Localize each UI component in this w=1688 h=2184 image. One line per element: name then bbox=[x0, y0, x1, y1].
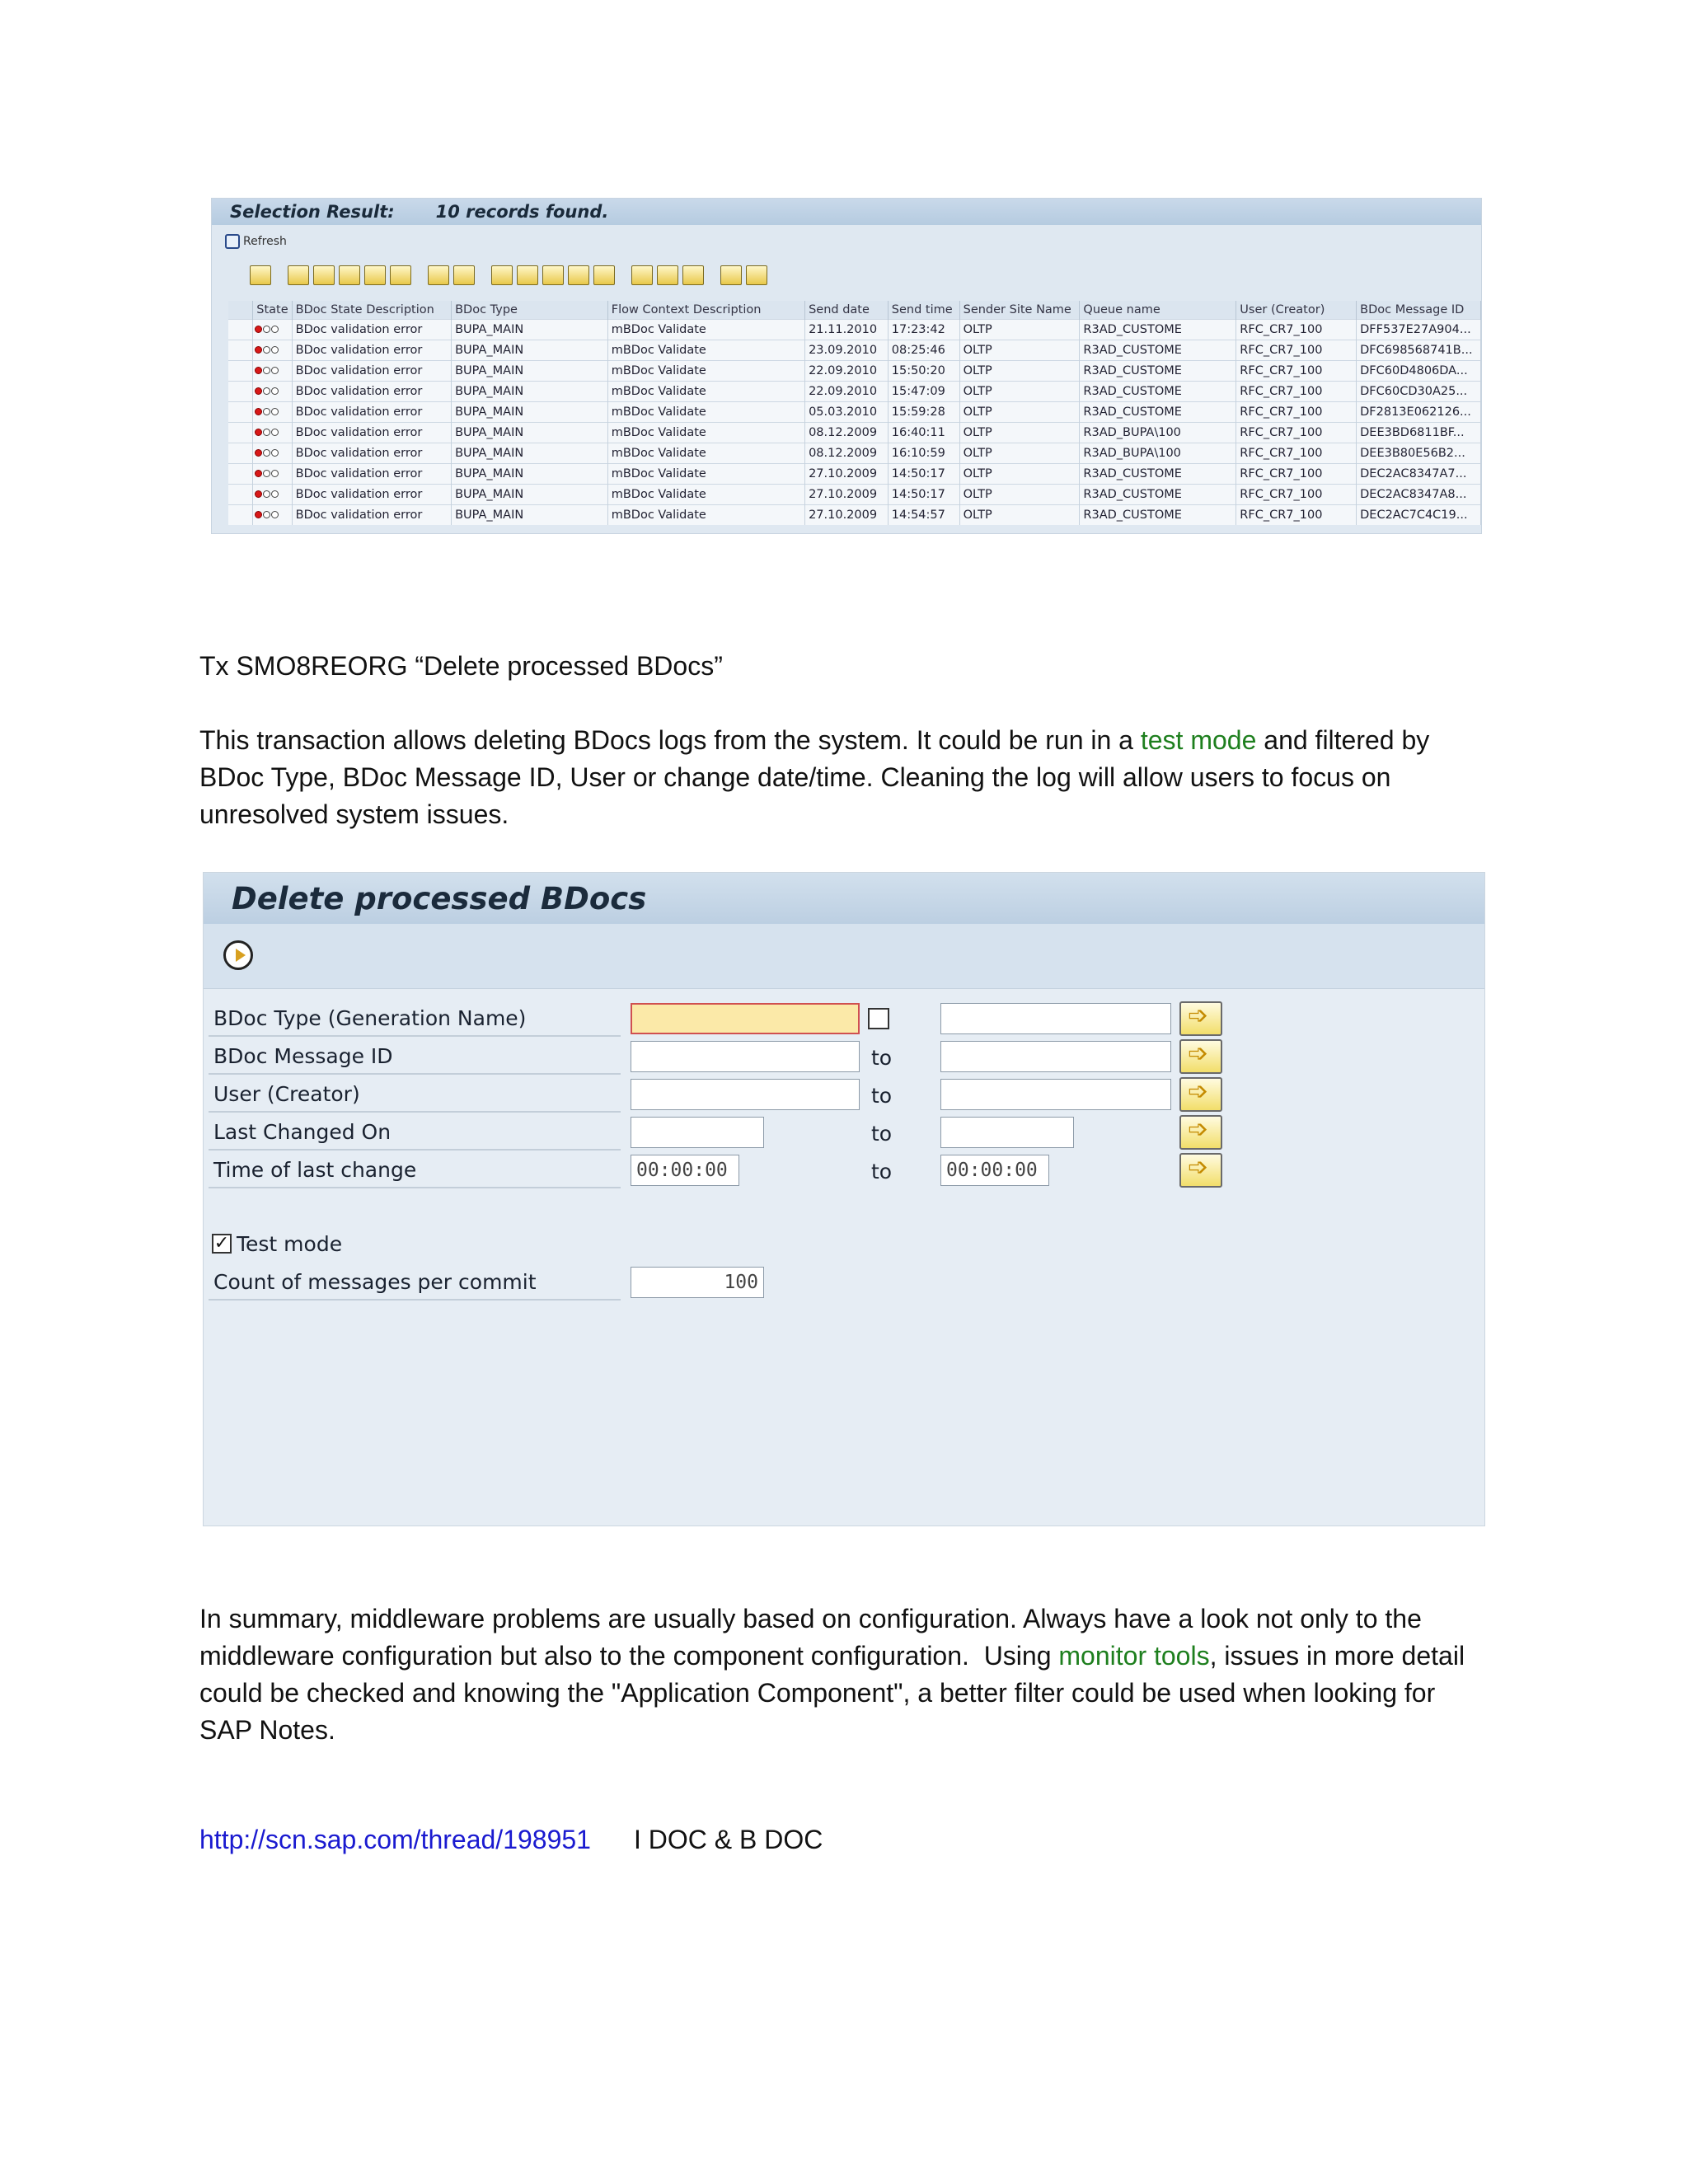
column-header[interactable]: Queue name bbox=[1080, 301, 1236, 320]
refresh-icon bbox=[225, 234, 240, 249]
table-cell: DFF537E27A904... bbox=[1357, 320, 1481, 340]
export-icon[interactable] bbox=[453, 265, 475, 285]
user-to-input[interactable] bbox=[940, 1079, 1171, 1110]
refresh-button[interactable] bbox=[212, 225, 1481, 258]
table-cell: OLTP bbox=[959, 340, 1080, 361]
last-changed-to-input[interactable] bbox=[940, 1117, 1074, 1148]
table-cell: mBDoc Validate bbox=[607, 340, 804, 361]
table-row[interactable] bbox=[228, 402, 1481, 423]
table-cell: BDoc validation error bbox=[292, 340, 451, 361]
table-cell: R3AD_CUSTOME bbox=[1080, 361, 1236, 382]
table-cell: BUPA_MAIN bbox=[452, 402, 608, 423]
print-preview-icon[interactable] bbox=[428, 265, 449, 285]
table-cell: BDoc validation error bbox=[292, 320, 451, 340]
table-cell: mBDoc Validate bbox=[607, 423, 804, 443]
to-label: to bbox=[871, 1046, 893, 1070]
last-changed-more-button[interactable] bbox=[1179, 1115, 1222, 1150]
status-lamp-icon bbox=[253, 340, 292, 361]
table-cell: OLTP bbox=[959, 382, 1080, 402]
table-cell: 08:25:46 bbox=[888, 340, 959, 361]
table-cell: mBDoc Validate bbox=[607, 361, 804, 382]
table-row[interactable] bbox=[228, 464, 1481, 485]
count-input[interactable]: 100 bbox=[631, 1267, 764, 1298]
row-selector[interactable] bbox=[228, 505, 253, 526]
table-cell: BDoc validation error bbox=[292, 443, 451, 464]
table-cell: DEE3B80E56B2... bbox=[1357, 443, 1481, 464]
document-icon[interactable] bbox=[517, 265, 538, 285]
test-mode-link[interactable]: test mode bbox=[1140, 725, 1257, 755]
status-lamp-icon bbox=[253, 464, 292, 485]
row-selector[interactable] bbox=[228, 464, 253, 485]
table-cell: OLTP bbox=[959, 320, 1080, 340]
status-lamp-icon bbox=[253, 382, 292, 402]
table-header-row bbox=[228, 301, 1481, 320]
table-cell: DEC2AC8347A8... bbox=[1357, 485, 1481, 505]
table-cell: R3AD_CUSTOME bbox=[1080, 485, 1236, 505]
table-cell: DFC60D4806DA... bbox=[1357, 361, 1481, 382]
time-more-button[interactable] bbox=[1179, 1153, 1222, 1188]
row-selector[interactable] bbox=[228, 485, 253, 505]
time-from-input[interactable]: 00:00:00 bbox=[631, 1155, 739, 1186]
table-cell: BUPA_MAIN bbox=[452, 443, 608, 464]
table-cell: RFC_CR7_100 bbox=[1236, 443, 1357, 464]
table-cell: RFC_CR7_100 bbox=[1236, 402, 1357, 423]
row-selector[interactable] bbox=[228, 402, 253, 423]
to-label: to bbox=[871, 1122, 893, 1146]
table-cell: 16:10:59 bbox=[888, 443, 959, 464]
bdoc-type-to-input[interactable] bbox=[940, 1003, 1171, 1034]
settings-icon[interactable] bbox=[682, 265, 704, 285]
selection-result-screenshot bbox=[211, 198, 1482, 534]
paragraph-text: and filtered by BDoc Type, BDoc Message ID, User or change date/time. Cleaning the log will allow users to focus on unresolved system issues. bbox=[199, 725, 1430, 829]
bdoc-type-from-input[interactable] bbox=[631, 1003, 860, 1034]
time-change-label: Time of last change bbox=[213, 1158, 417, 1182]
table-cell: BUPA_MAIN bbox=[452, 382, 608, 402]
column-header[interactable]: BDoc State Description bbox=[292, 301, 451, 320]
column-header[interactable]: Sender Site Name bbox=[959, 301, 1080, 320]
table-cell: R3AD_CUSTOME bbox=[1080, 464, 1236, 485]
table-row[interactable] bbox=[228, 320, 1481, 340]
test-mode-label: Test mode bbox=[237, 1232, 343, 1256]
row-selector[interactable] bbox=[228, 382, 253, 402]
paragraph-text: This transaction allows deleting BDocs logs from the system. It could be run in a bbox=[199, 725, 1141, 755]
message-id-label: BDoc Message ID bbox=[213, 1044, 393, 1068]
table-cell: mBDoc Validate bbox=[607, 443, 804, 464]
table-cell: R3AD_CUSTOME bbox=[1080, 320, 1236, 340]
row-selector[interactable] bbox=[228, 320, 253, 340]
status-lamp-icon bbox=[253, 361, 292, 382]
table-cell: 05.03.2010 bbox=[805, 402, 889, 423]
table-row[interactable] bbox=[228, 340, 1481, 361]
table-cell: BDoc validation error bbox=[292, 485, 451, 505]
column-header[interactable]: Send date bbox=[805, 301, 889, 320]
to-label: to bbox=[871, 1160, 893, 1183]
paragraph-text: In summary, middleware problems are usually based on configuration. Always have a look not only to the middleware configuration but also to the component configuration. Using bbox=[199, 1604, 1422, 1671]
table-cell: 17:23:42 bbox=[888, 320, 959, 340]
execute-icon[interactable] bbox=[223, 940, 253, 970]
status-lamp-icon bbox=[253, 505, 292, 526]
table-cell: BUPA_MAIN bbox=[452, 320, 608, 340]
table-row[interactable] bbox=[228, 382, 1481, 402]
bdoc-type-label: BDoc Type (Generation Name) bbox=[213, 1006, 527, 1030]
table-cell: R3AD_CUSTOME bbox=[1080, 402, 1236, 423]
message-id-more-button[interactable] bbox=[1179, 1039, 1222, 1074]
status-lamp-icon bbox=[253, 402, 292, 423]
table-cell: mBDoc Validate bbox=[607, 505, 804, 526]
table-row[interactable] bbox=[228, 443, 1481, 464]
table-cell: OLTP bbox=[959, 443, 1080, 464]
table-cell: BDoc validation error bbox=[292, 402, 451, 423]
message-id-to-input[interactable] bbox=[940, 1041, 1171, 1072]
row-selector[interactable] bbox=[228, 340, 253, 361]
count-label: Count of messages per commit bbox=[213, 1270, 537, 1294]
table-cell: BDoc validation error bbox=[292, 423, 451, 443]
table-cell: BUPA_MAIN bbox=[452, 464, 608, 485]
table-cell: mBDoc Validate bbox=[607, 485, 804, 505]
table-cell: DFC698568741B... bbox=[1357, 340, 1481, 361]
column-header[interactable]: Flow Context Description bbox=[607, 301, 804, 320]
table-cell: mBDoc Validate bbox=[607, 320, 804, 340]
to-label: to bbox=[871, 1084, 893, 1108]
table-cell: DF2813E062126... bbox=[1357, 402, 1481, 423]
table-cell: OLTP bbox=[959, 423, 1080, 443]
table-cell: OLTP bbox=[959, 464, 1080, 485]
last-changed-label: Last Changed On bbox=[213, 1120, 392, 1144]
table-cell: R3AD_CUSTOME bbox=[1080, 340, 1236, 361]
screen-title: Delete processed BDocs bbox=[204, 873, 1484, 924]
message-id-from-input[interactable] bbox=[631, 1041, 860, 1072]
records-found-count: 10 records found. bbox=[435, 202, 609, 222]
paragraph-summary bbox=[199, 1601, 1485, 1749]
table-cell: BDoc validation error bbox=[292, 464, 451, 485]
spreadsheet-icon[interactable] bbox=[568, 265, 589, 285]
column-header[interactable]: State bbox=[253, 301, 292, 320]
column-header[interactable]: BDoc Type bbox=[452, 301, 608, 320]
table-row[interactable] bbox=[228, 361, 1481, 382]
table-cell: mBDoc Validate bbox=[607, 464, 804, 485]
restart-icon[interactable] bbox=[720, 265, 742, 285]
table-cell: RFC_CR7_100 bbox=[1236, 382, 1357, 402]
table-cell: BDoc validation error bbox=[292, 382, 451, 402]
footer-line bbox=[199, 1821, 823, 1858]
user-from-input[interactable] bbox=[631, 1079, 860, 1110]
delete-icon[interactable] bbox=[746, 265, 767, 285]
table-cell: 15:59:28 bbox=[888, 402, 959, 423]
total-icon[interactable] bbox=[364, 265, 386, 285]
process-icon[interactable] bbox=[631, 265, 653, 285]
table-cell: 22.09.2010 bbox=[805, 382, 889, 402]
thread-link[interactable]: http://scn.sap.com/thread/198951 bbox=[199, 1825, 591, 1854]
table-cell: 14:50:17 bbox=[888, 485, 959, 505]
details-icon[interactable] bbox=[250, 265, 271, 285]
table-cell: DEC2AC7C4C19... bbox=[1357, 505, 1481, 526]
table-cell: RFC_CR7_100 bbox=[1236, 485, 1357, 505]
delete-bdocs-screenshot bbox=[203, 872, 1485, 1526]
table-cell: 14:50:17 bbox=[888, 464, 959, 485]
layout-icon[interactable] bbox=[491, 265, 513, 285]
user-label: User (Creator) bbox=[213, 1082, 360, 1106]
status-lamp-icon bbox=[253, 485, 292, 505]
table-cell: 16:40:11 bbox=[888, 423, 959, 443]
row-selector[interactable] bbox=[228, 443, 253, 464]
paragraph-text: , issues in more detail could be checked and knowing the "Application Component", a better filter could be used when looking for SAP Notes. bbox=[199, 1641, 1465, 1745]
status-lamp-icon bbox=[253, 423, 292, 443]
table-cell: 08.12.2009 bbox=[805, 423, 889, 443]
table-row[interactable] bbox=[228, 485, 1481, 505]
copy-icon[interactable] bbox=[542, 265, 564, 285]
table-cell: OLTP bbox=[959, 485, 1080, 505]
multiple-selection-icon[interactable] bbox=[868, 1008, 889, 1029]
row-selector[interactable] bbox=[228, 423, 253, 443]
table-cell: R3AD_CUSTOME bbox=[1080, 382, 1236, 402]
test-mode-checkbox[interactable]: ✓ bbox=[212, 1234, 232, 1254]
table-cell: RFC_CR7_100 bbox=[1236, 464, 1357, 485]
table-cell: DEE3BD6811BF... bbox=[1357, 423, 1481, 443]
application-toolbar bbox=[204, 924, 1484, 989]
paragraph-test-mode bbox=[199, 722, 1485, 833]
find-icon[interactable] bbox=[339, 265, 360, 285]
table-cell: 15:50:20 bbox=[888, 361, 959, 382]
table-cell: R3AD_CUSTOME bbox=[1080, 505, 1236, 526]
table-cell: R3AD_BUPA\100 bbox=[1080, 423, 1236, 443]
table-cell: 27.10.2009 bbox=[805, 505, 889, 526]
table-cell: BUPA_MAIN bbox=[452, 340, 608, 361]
row-selector[interactable] bbox=[228, 361, 253, 382]
table-cell: DEC2AC8347A7... bbox=[1357, 464, 1481, 485]
column-header[interactable]: User (Creator) bbox=[1236, 301, 1357, 320]
section-heading: Tx SMO8REORG “Delete processed BDocs” bbox=[199, 651, 723, 681]
selection-result-header bbox=[212, 199, 1481, 225]
graphic-icon[interactable] bbox=[593, 265, 615, 285]
table-cell: OLTP bbox=[959, 505, 1080, 526]
table-cell: RFC_CR7_100 bbox=[1236, 340, 1357, 361]
status-lamp-icon bbox=[253, 443, 292, 464]
monitor-tools-link[interactable]: monitor tools bbox=[1058, 1641, 1210, 1671]
table-cell: 15:47:09 bbox=[888, 382, 959, 402]
table-cell: 08.12.2009 bbox=[805, 443, 889, 464]
filter-icon[interactable] bbox=[390, 265, 411, 285]
user-more-button[interactable] bbox=[1179, 1077, 1222, 1112]
table-cell: RFC_CR7_100 bbox=[1236, 423, 1357, 443]
column-header[interactable]: BDoc Message ID bbox=[1357, 301, 1481, 320]
sort-ascending-icon[interactable] bbox=[288, 265, 309, 285]
time-to-input[interactable]: 00:00:00 bbox=[940, 1155, 1049, 1186]
footer-text: I DOC & B DOC bbox=[633, 1825, 823, 1854]
table-cell: 21.11.2010 bbox=[805, 320, 889, 340]
table-cell: BUPA_MAIN bbox=[452, 423, 608, 443]
table-cell: BUPA_MAIN bbox=[452, 485, 608, 505]
table-cell: 27.10.2009 bbox=[805, 464, 889, 485]
table-cell: BUPA_MAIN bbox=[452, 361, 608, 382]
table-cell: 22.09.2010 bbox=[805, 361, 889, 382]
sort-descending-icon[interactable] bbox=[313, 265, 335, 285]
table-cell: OLTP bbox=[959, 402, 1080, 423]
table-cell: RFC_CR7_100 bbox=[1236, 505, 1357, 526]
select-all-icon[interactable] bbox=[228, 301, 253, 320]
table-cell: 23.09.2010 bbox=[805, 340, 889, 361]
table-cell: RFC_CR7_100 bbox=[1236, 320, 1357, 340]
table-cell: RFC_CR7_100 bbox=[1236, 361, 1357, 382]
table-cell: mBDoc Validate bbox=[607, 402, 804, 423]
refresh-label: Refresh bbox=[243, 235, 287, 248]
table-cell: R3AD_BUPA\100 bbox=[1080, 443, 1236, 464]
bdoc-type-more-button[interactable] bbox=[1179, 1001, 1222, 1036]
table-cell: DFC60CD30A25... bbox=[1357, 382, 1481, 402]
table-cell: mBDoc Validate bbox=[607, 382, 804, 402]
table-cell: BDoc validation error bbox=[292, 505, 451, 526]
table-row[interactable] bbox=[228, 505, 1481, 526]
table-row[interactable] bbox=[228, 423, 1481, 443]
last-changed-from-input[interactable] bbox=[631, 1117, 764, 1148]
table-cell: BUPA_MAIN bbox=[452, 505, 608, 526]
table-cell: 14:54:57 bbox=[888, 505, 959, 526]
table-cell: BDoc validation error bbox=[292, 361, 451, 382]
selection-result-title: Selection Result: bbox=[230, 202, 395, 222]
status-lamp-icon bbox=[253, 320, 292, 340]
table-cell: OLTP bbox=[959, 361, 1080, 382]
bdoc-results-table bbox=[228, 301, 1481, 525]
column-header[interactable]: Send time bbox=[888, 301, 959, 320]
table-cell: 27.10.2009 bbox=[805, 485, 889, 505]
alv-toolbar bbox=[212, 263, 1481, 288]
grid-icon[interactable] bbox=[657, 265, 678, 285]
